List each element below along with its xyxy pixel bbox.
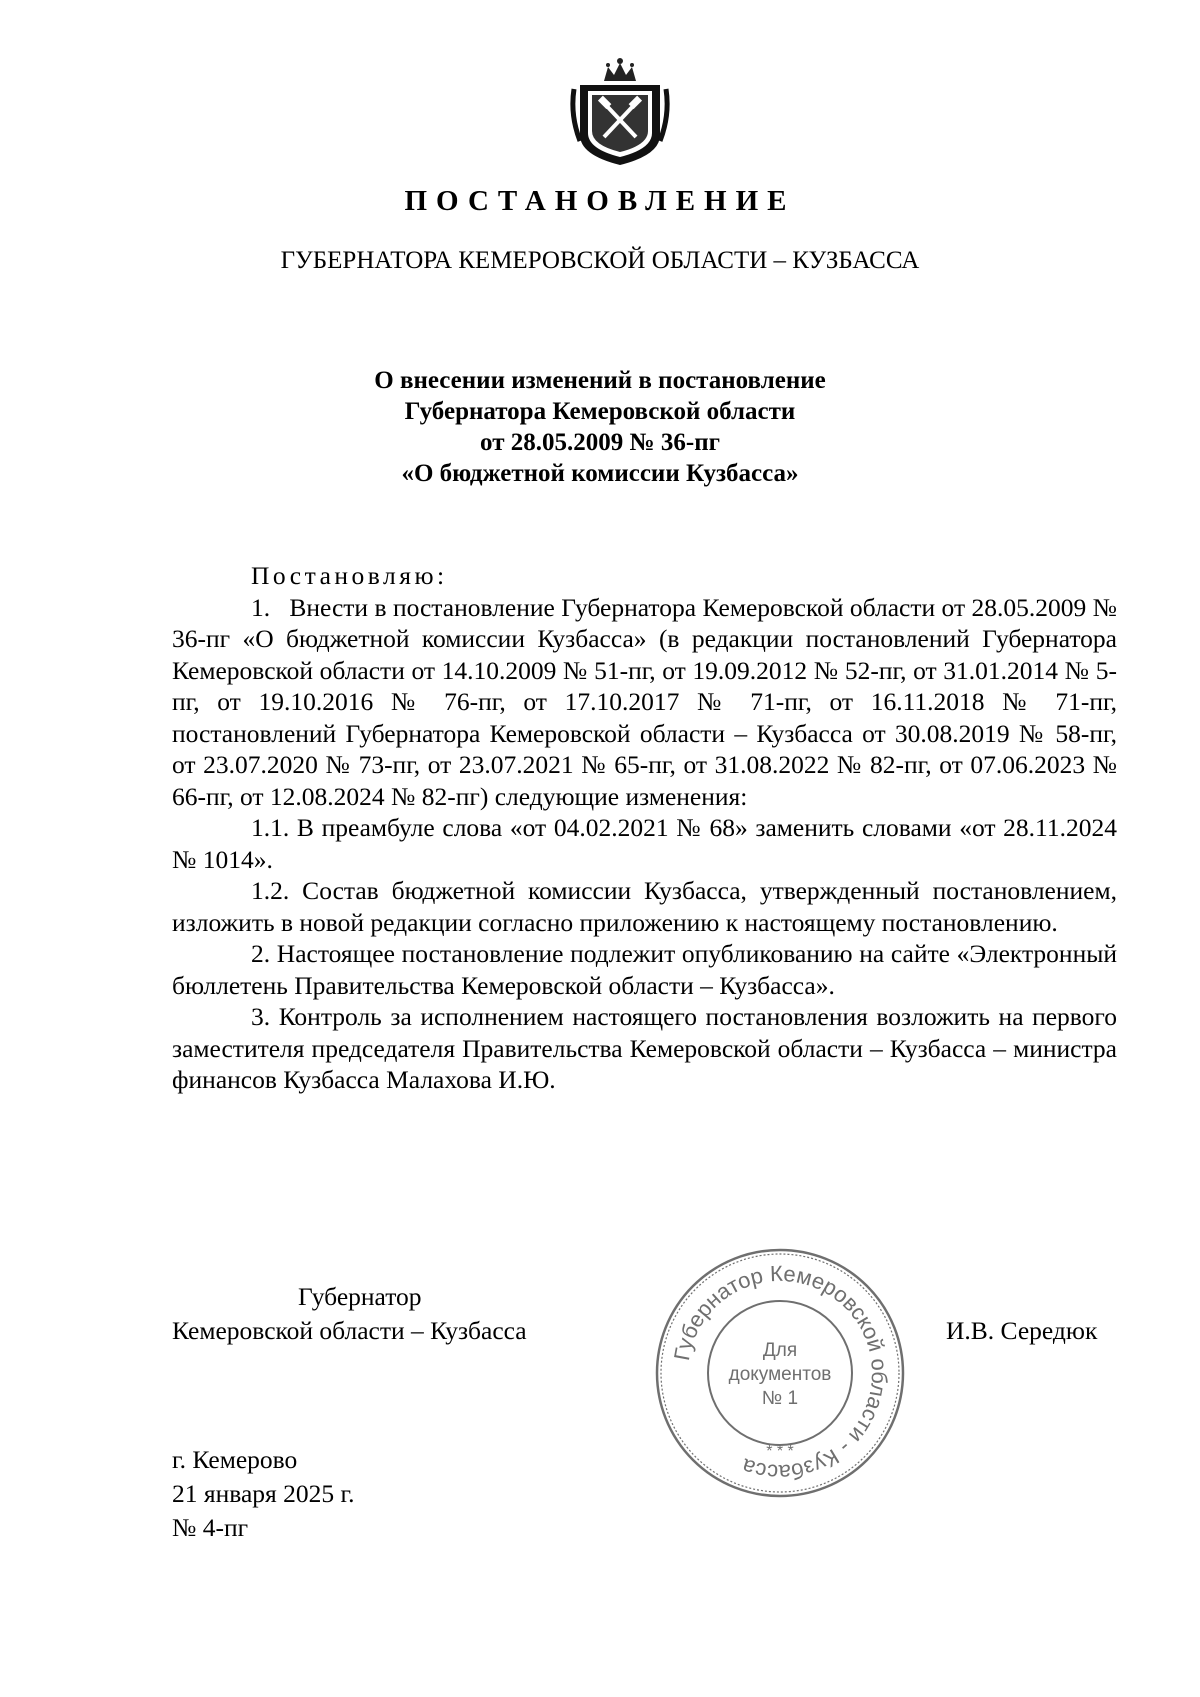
seal-center-line2: документов [728,1364,832,1385]
issuing-authority: ГУБЕРНАТОРА КЕМЕРОВСКОЙ ОБЛАСТИ – КУЗБАССА [280,247,920,274]
seal-stars: * * * [766,1443,794,1460]
issue-city: г. Кемерово [172,1445,298,1474]
title-line: «О бюджетной комиссии Кузбасса» [401,460,799,487]
document-number: № 4-пг [172,1513,249,1542]
signatory-position-line1: Губернатор [298,1282,422,1311]
document-footer [172,1443,354,1545]
resolution-intro: Постановляю: [251,561,448,590]
coat-of-arms-emblem [570,55,670,169]
official-seal [653,1248,907,1498]
document-type: ПОСТАНОВЛЕНИЕ [404,185,796,217]
seal-center-line3: № 1 [761,1388,799,1409]
paragraph-1-1: 1.1. В преамбуле слова «от 04.02.2021 № 68» заменить словами «от 28.11.2024 № 1014». [172,813,1117,874]
paragraph-1: 1. Внести в постановление Губернатора Кемеровской области от 28.05.2009 № 36-пг «О бюджетной комиссии Кузбасса» (в редакции постановлений Губернатора Кемеровской области от 14.10.2009 № 51-пг, от 19.09.2012 № 52-пг, от 31.01.2014 № 5-пг, от 19.10.2016 № 76-пг, от 17.10.2017 № 71-пг, от 16.11.2018 № 71-пг, постановлений Губернатора Кемеровской области – Кузбасса от 30.08.2019 № 58-пг, от 23.07.2020 № 73-пг, от 23.07.2021 № 65-пг, от 31.08.2022 № 82-пг, от 07.06.2023 № 66-пг, от 12.08.2024 № 82-пг) следующие изменения: [172,592,1117,811]
document-title [0,365,1200,489]
issue-date: 21 января 2025 г. [172,1479,355,1508]
signatory-position-line2: Кемеровской области – Кузбасса [172,1316,527,1345]
paragraph-3: 3. Контроль за исполнением настоящего постановления возложить на первого заместителя председателя Правительства Кемеровской области – Кузбасса – министра финансов Кузбасса Малахова И.Ю. [172,1002,1117,1094]
title-line: от 28.05.2009 № 36-пг [480,429,720,456]
paragraph-2: 2. Настоящее постановление подлежит опубликованию на сайте «Электронный бюллетень Правительства Кемеровской области – Кузбасса». [172,939,1117,1000]
title-line: Губернатора Кемеровской области [404,398,796,425]
signatory-name: И.В. Середюк [946,1316,1098,1345]
seal-ring-text: Губернатор Кемеровской области - Кузбасса [668,1260,893,1486]
paragraph-1-2: 1.2. Состав бюджетной комиссии Кузбасса, утвержденный постановлением, изложить в новой редакции согласно приложению к настоящему постановлению. [172,876,1117,937]
document-body [172,560,1117,1096]
title-line: О внесении изменений в постановление [374,367,826,394]
seal-center-line1: Для [762,1340,798,1361]
